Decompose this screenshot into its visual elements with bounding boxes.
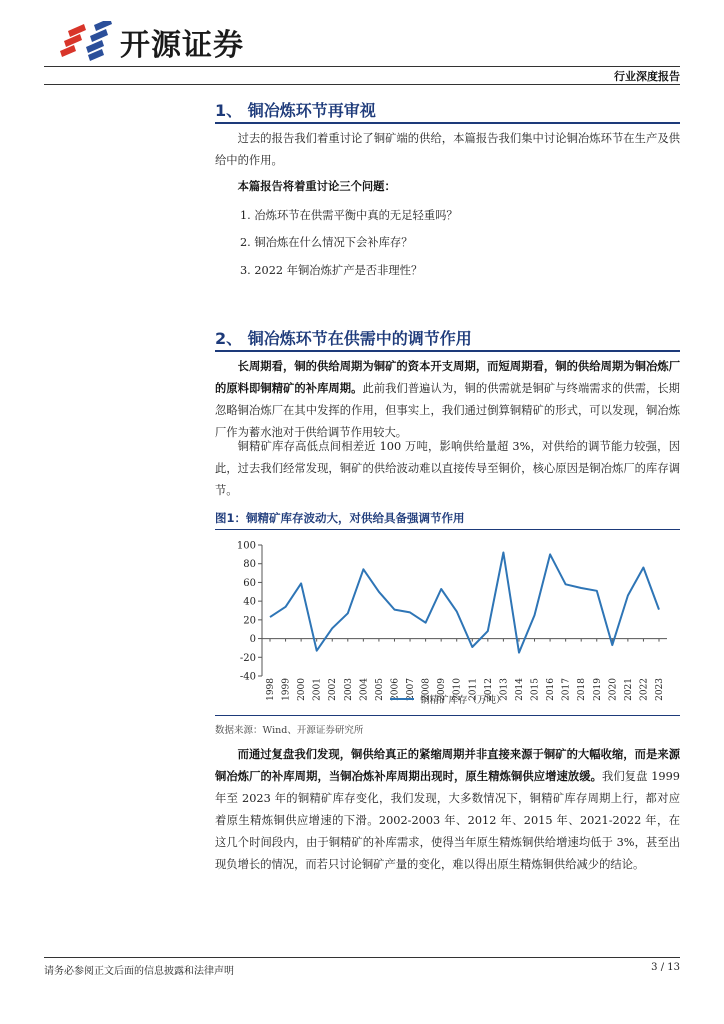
x-tick-label: 2005 bbox=[374, 678, 385, 701]
questions-lead: 本篇报告将着重讨论三个问题： bbox=[237, 180, 396, 193]
section-1-title: 1、 铜冶炼环节再审视 bbox=[215, 101, 376, 120]
figure-source: 数据来源：Wind、开源证券研究所 bbox=[215, 725, 364, 736]
x-tick-label: 2002 bbox=[328, 678, 339, 701]
footer-divider bbox=[44, 957, 680, 958]
x-tick-label: 2008 bbox=[421, 678, 432, 701]
x-tick-label: 2006 bbox=[390, 678, 401, 701]
x-tick-label: 2001 bbox=[312, 678, 323, 701]
y-axis bbox=[237, 541, 262, 683]
y-tick-label: -40 bbox=[239, 671, 256, 683]
footer-disclaimer: 请务必参阅正文后面的信息披露和法律声明 bbox=[44, 966, 234, 977]
brand-logo bbox=[58, 20, 244, 64]
section-1-intro: 过去的报告我们着重讨论了铜矿端的供给，本篇报告我们集中讨论铜冶炼环节在生产及供给中的作用。 bbox=[215, 132, 680, 167]
x-tick-label: 2013 bbox=[499, 678, 510, 701]
x-tick-label: 2012 bbox=[483, 678, 494, 701]
paragraph-1-body: 此前我们普遍认为，铜的供需就是铜矿与终端需求的供需，长期忽略铜冶炼厂在其中发挥的作用，但事实上，我们通过倒算铜精矿的形式，可以发现，铜冶炼厂作为蓄水池对于供给调节作用较大。 bbox=[215, 382, 680, 439]
paragraph-1-emphasis: 长周期看，铜的供给周期为铜矿的资本开支周期，而短周期看，铜的供给周期为铜冶炼厂的原料即铜精矿的补库周期。 bbox=[215, 360, 680, 395]
paragraph-3-body: 我们复盘 1999 年至 2023 年的铜精矿库存变化，我们发现，大多数情况下，铜精矿库存周期上行，都对应着原生精炼铜供应增速的下滑。2002-2003 年、2012 年、2015 年、2021-2022 年，在这几个时间段内，由于铜精矿的补库需求，使得当年原生精炼铜供给增速均低于 3%，甚至出现负增长的情况，而若只讨论铜矿产量的变化，难以得出原生精炼铜供给减少的结论。 bbox=[215, 770, 680, 871]
x-tick-label: 2014 bbox=[514, 678, 525, 701]
x-tick-label: 2000 bbox=[297, 678, 308, 701]
y-tick-label: 80 bbox=[243, 559, 256, 571]
y-tick-label: 60 bbox=[243, 577, 256, 589]
x-tick-label: 2020 bbox=[608, 678, 619, 701]
x-tick-label: 2003 bbox=[343, 678, 354, 701]
y-tick-label: 100 bbox=[236, 540, 256, 552]
x-tick-label: 2015 bbox=[530, 678, 541, 701]
section-2-paragraph-3 bbox=[215, 744, 680, 876]
brand-name: 开源证券 bbox=[120, 28, 244, 63]
x-tick-label: 2019 bbox=[592, 678, 603, 701]
x-tick-label: 1999 bbox=[281, 678, 292, 701]
section-1-underline bbox=[215, 122, 680, 124]
question-item: 1. 冶炼环节在供需平衡中真的无足轻重吗？ bbox=[240, 209, 458, 222]
x-tick-label: 1998 bbox=[266, 678, 276, 701]
header-divider-lower bbox=[44, 84, 680, 85]
x-tick-label: 2022 bbox=[639, 678, 650, 701]
x-tick-label: 2007 bbox=[406, 678, 417, 701]
paragraph-3-emphasis: 而通过复盘我们发现，铜供给真正的紧缩周期并非直接来源于铜矿的大幅收缩，而是来源铜冶炼厂的补库周期，当铜冶炼补库周期出现时，原生精炼铜供应增速放缓。 bbox=[215, 748, 680, 783]
figure-top-rule bbox=[215, 529, 680, 530]
section-2-paragraph-1 bbox=[215, 356, 680, 444]
figure-1-title: 图1：铜精矿库存波动大，对供给具备强调节作用 bbox=[215, 511, 465, 525]
header-divider bbox=[44, 66, 680, 67]
x-tick-label: 2010 bbox=[452, 678, 463, 701]
x-tick-label: 2018 bbox=[577, 678, 588, 701]
legend-label: 铜精矿库存（万吨） bbox=[420, 695, 506, 706]
x-tick-label: 2011 bbox=[468, 678, 479, 701]
section-2-paragraph-2: 铜精矿库存高低点间相差近 100 万吨，影响供给量超 3%，对供给的调节能力较强，因此，过去我们经常发现，铜矿的供给波动难以直接传导至铜价，核心原因是铜冶炼厂的库存调节。 bbox=[215, 440, 680, 497]
report-type-label: 行业深度报告 bbox=[614, 70, 680, 83]
chart-series bbox=[270, 552, 659, 652]
x-tick-label: 2017 bbox=[561, 678, 572, 701]
y-tick-label: 20 bbox=[243, 615, 256, 627]
x-tick-label: 2021 bbox=[623, 678, 634, 701]
question-item: 3. 2022 年铜冶炼扩产是否非理性？ bbox=[240, 264, 423, 277]
section-2-title: 2、 铜冶炼环节在供需中的调节作用 bbox=[215, 329, 472, 348]
x-tick-label: 2004 bbox=[359, 678, 370, 701]
section-2-underline bbox=[215, 350, 680, 352]
y-tick-label: 40 bbox=[243, 596, 256, 608]
figure-bottom-rule bbox=[215, 715, 680, 716]
y-tick-label: 0 bbox=[249, 634, 256, 646]
brand-mark-icon bbox=[58, 21, 114, 63]
inventory-line-chart bbox=[215, 535, 680, 713]
inventory-series-line bbox=[270, 553, 659, 653]
x-tick-label: 2009 bbox=[437, 678, 448, 701]
page-number: 3 / 13 bbox=[651, 962, 680, 973]
x-tick-label: 2023 bbox=[655, 678, 665, 701]
y-tick-label: -20 bbox=[239, 652, 256, 664]
x-axis bbox=[262, 639, 667, 701]
question-item: 2. 铜冶炼在什么情况下会补库存？ bbox=[240, 236, 413, 249]
x-tick-label: 2016 bbox=[546, 678, 557, 701]
